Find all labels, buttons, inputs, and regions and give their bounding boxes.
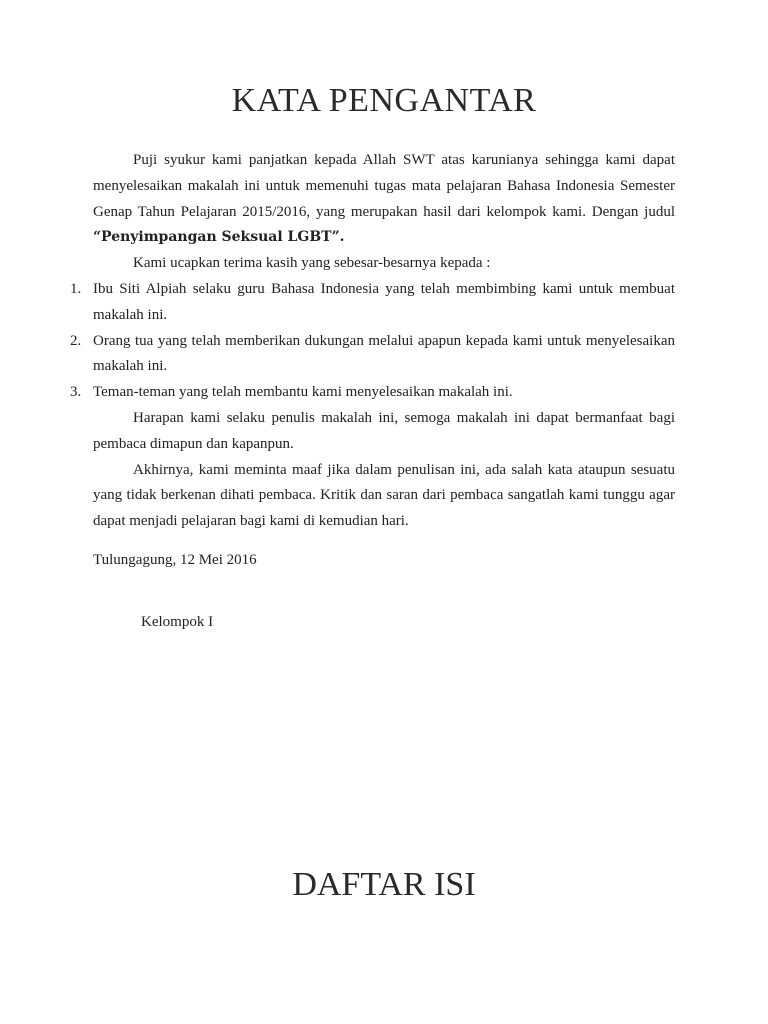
thanks-list [70,277,675,406]
list-item [70,380,675,406]
body-text [70,148,675,535]
list-item [70,277,675,329]
closing-paragraph: Akhirnya, kami meminta maaf jika dalam penulisan ini, ada salah kata ataupun sesuatu yang tidak berkenan dihati pembaca. Kritik dan saran dari pembaca sangatlah kami tunggu agar dapat menjadi pelajaran bagi kami di kemudian hari. [93,461,675,530]
page-title: KATA PENGANTAR [231,82,537,119]
hope-paragraph: Harapan kami selaku penulis makalah ini, semoga makalah ini dapat bermanfaat bagi pembaca dimapun dan kapanpun. [93,409,675,452]
intro-text: Puji syukur kami panjatkan kepada Allah SWT atas karunianya sehingga kami dapat menyelesaikan makalah ini untuk memenuhi tugas mata pelajaran Bahasa Indonesia Semester Genap Tahun Pelajaran 2015/2016, yang merupakan hasil dari kelompok kami. Dengan judul [93,152,675,220]
list-item-text: Teman-teman yang telah membantu kami menyelesaikan makalah ini. [93,384,513,401]
list-item-number: 1. [70,280,82,297]
intro-paragraph [93,148,675,251]
signature: Kelompok I [141,614,214,630]
list-item [70,329,675,381]
list-item-number: 3. [70,384,82,401]
report-title: “Penyimpangan Seksual LGBT”. [93,229,345,246]
next-section-title: DAFTAR ISI [292,866,476,903]
place-date: Tulungagung, 12 Mei 2016 [93,552,257,568]
list-item-text: Orang tua yang telah memberikan dukungan melalui apapun kepada kami untuk menyelesaikan makalah ini. [93,332,675,375]
list-item-number: 2. [70,332,82,349]
list-item-text: Ibu Siti Alpiah selaku guru Bahasa Indonesia yang telah membimbing kami untuk membuat makalah ini. [93,280,675,323]
thanks-intro-paragraph: Kami ucapkan terima kasih yang sebesar-besarnya kepada : [133,255,491,272]
